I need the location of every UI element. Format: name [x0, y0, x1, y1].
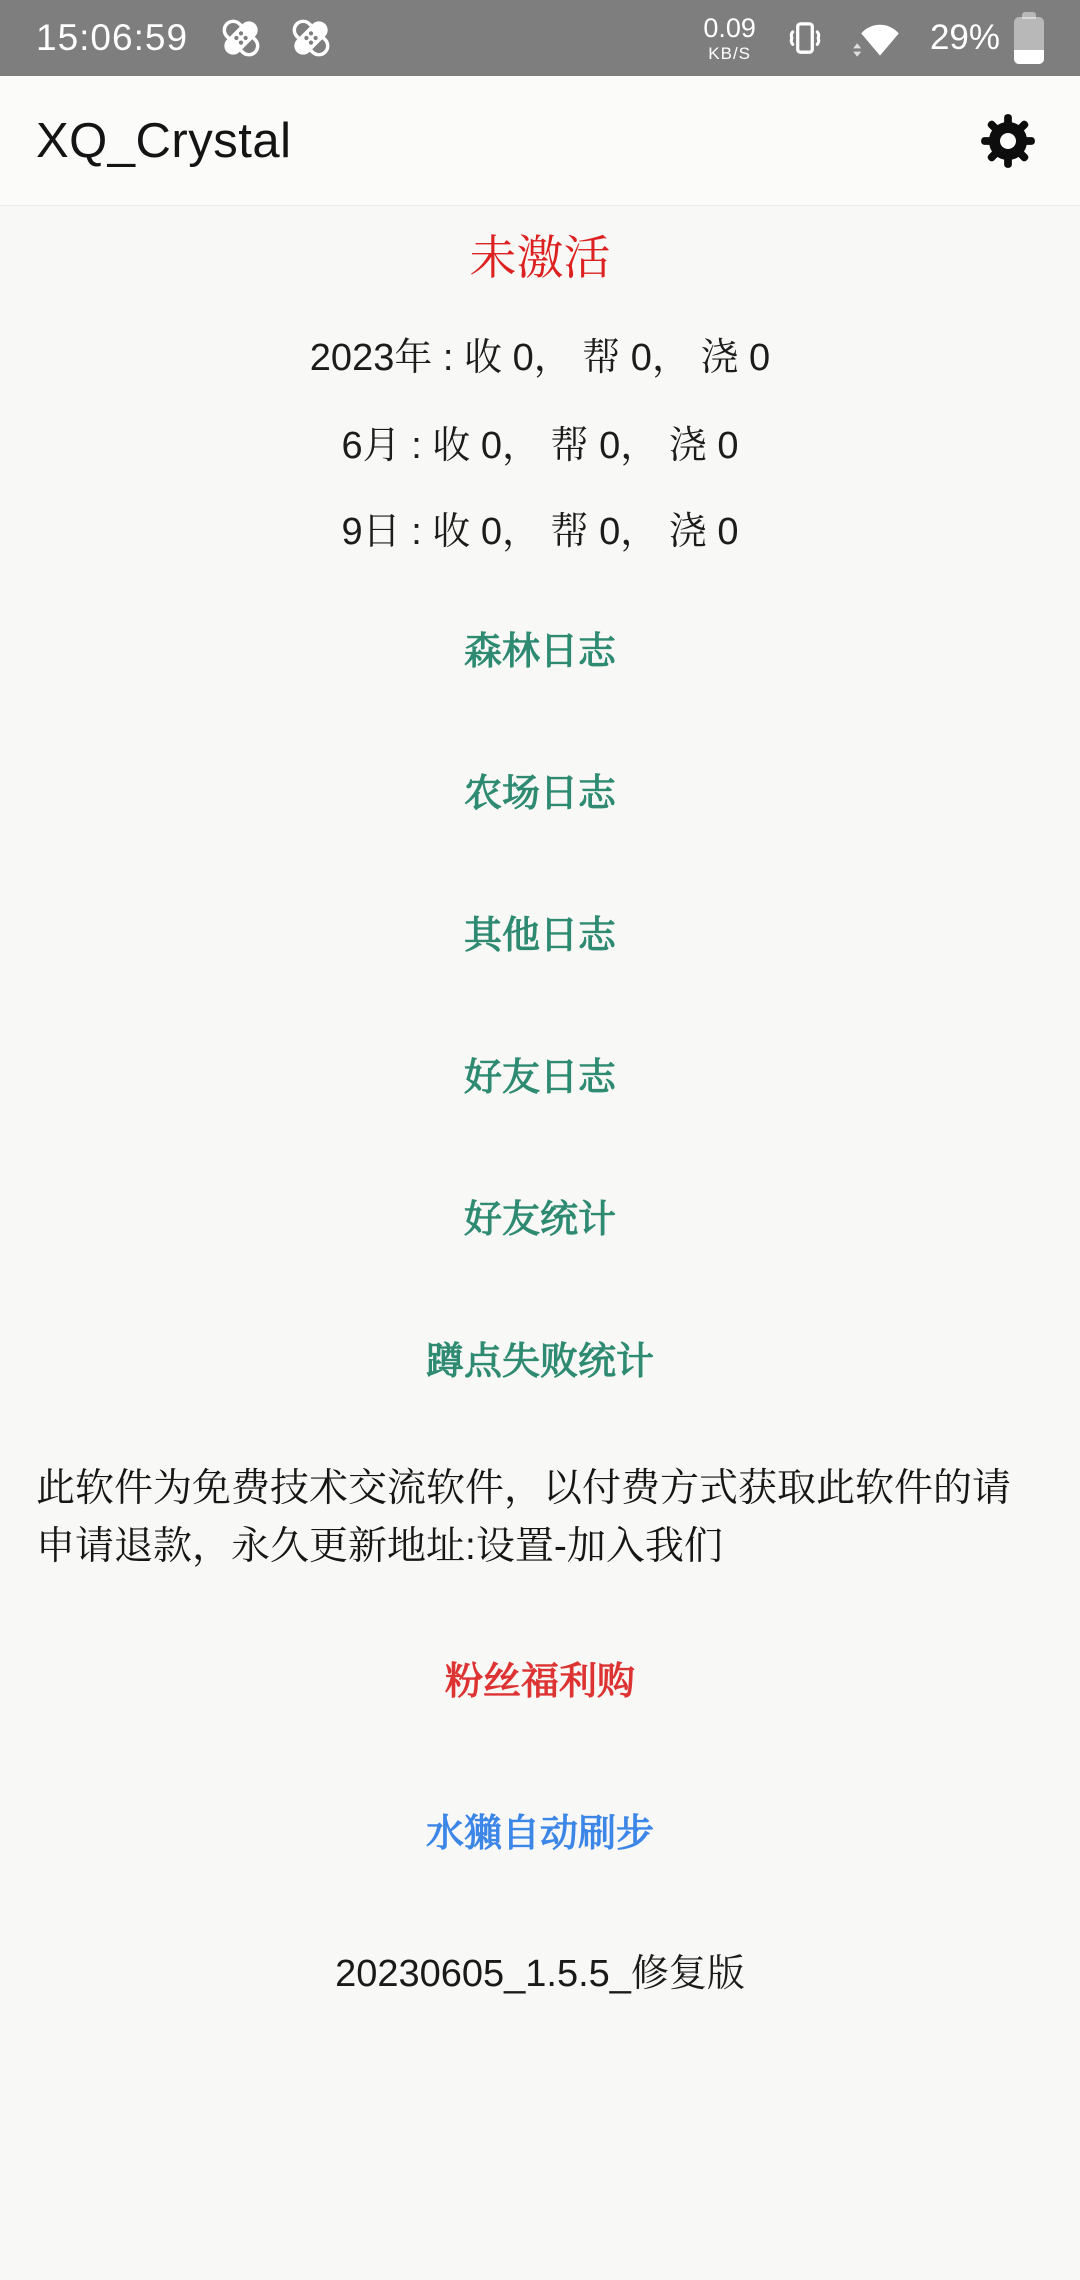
- free-software-notice: 此软件为免费技术交流软件，以付费方式获取此软件的请申请退款，永久更新地址:设置-加入我们: [36, 1467, 1012, 1568]
- farm-log-link[interactable]: 农场日志: [463, 773, 616, 815]
- forest-log-link[interactable]: 森林日志: [463, 631, 616, 673]
- activation-status: 未激活: [469, 231, 611, 284]
- network-speed: 0.09 KB/S: [703, 12, 756, 63]
- app-bar: [0, 76, 1080, 206]
- fan-benefit-shop-link[interactable]: 粉丝福利购: [444, 1661, 635, 1703]
- clock: 15:06:59: [36, 17, 189, 58]
- gear-icon: [977, 110, 1039, 172]
- app-title: XQ_Crystal: [36, 113, 292, 168]
- bandaid-notification-icon: [218, 15, 264, 61]
- stats-year: 2023年 : 收 0， 帮 0， 浇 0: [309, 337, 771, 379]
- other-log-link[interactable]: 其他日志: [463, 915, 616, 957]
- friend-stats-link[interactable]: 好友统计: [463, 1199, 616, 1241]
- vibrate-icon: [782, 15, 828, 61]
- version-label: 20230605_1.5.5_修复版: [335, 1953, 745, 1995]
- stakeout-fail-stats-link[interactable]: 蹲点失败统计: [425, 1341, 654, 1383]
- wifi-icon: [852, 13, 908, 63]
- battery-percentage: 29%: [929, 18, 1000, 57]
- notification-icons: [218, 15, 334, 61]
- bandaid-notification-icon: [288, 15, 334, 61]
- battery-icon: [1014, 12, 1044, 64]
- battery-fill: [1014, 50, 1044, 64]
- stats-day: 9日 : 收 0， 帮 0， 浇 0: [341, 511, 739, 553]
- friend-log-link[interactable]: 好友日志: [463, 1057, 616, 1099]
- status-bar: [0, 0, 1080, 76]
- stats-month: 6月 : 收 0， 帮 0， 浇 0: [341, 425, 739, 467]
- settings-button[interactable]: [976, 109, 1040, 173]
- otter-auto-steps-link[interactable]: 水獺自动刷步: [425, 1813, 654, 1855]
- main-content: [0, 226, 1080, 2002]
